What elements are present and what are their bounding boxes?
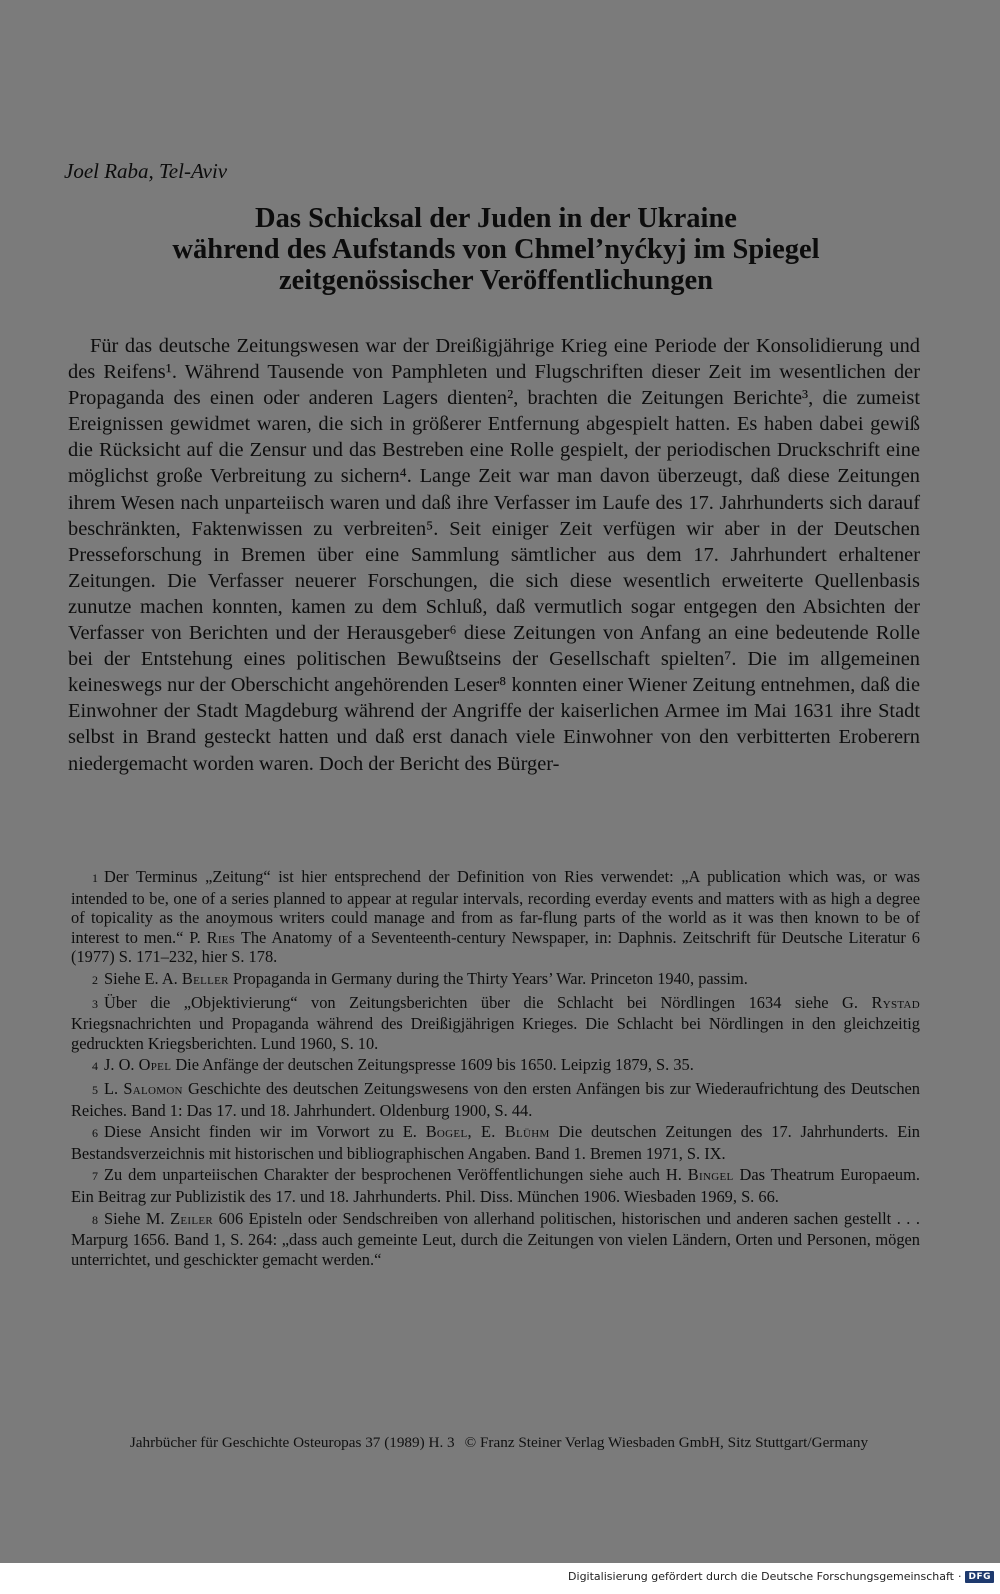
title-line: Das Schicksal der Juden in der Ukraine	[255, 203, 737, 234]
footnote-text: Der Terminus „Zeitung“ ist hier entsprechend der Definition von Ries verwendet: „A publication which was, or was intended to be, one of a series planned to appear at regular intervals, recording everday events and matters with as high a degree of topicality as the anoymous writers could manage and from as far-flung parts of the world as it was then known to be of interest to men.“ P.	[71, 867, 920, 947]
footnote-number: 7	[92, 1169, 98, 1184]
footnote-author: Salomon	[123, 1078, 183, 1098]
title-line: zeitgenössischer Veröffentlichungen	[278, 265, 714, 296]
footnote-author: Opel	[138, 1055, 172, 1075]
footnote-text: Diese Ansicht finden wir im Vorwort zu E.	[104, 1122, 417, 1142]
footnote	[71, 1055, 920, 1077]
footnote	[71, 1122, 920, 1163]
footnote-number: 1	[92, 871, 98, 885]
copyright-notice: © Franz Steiner Verlag Wiesbaden GmbH, Sitz Stuttgart/Germany	[464, 1434, 869, 1451]
footnote	[71, 1079, 920, 1120]
footnote-text: Über die „Objektivierung“ von Zeitungsberichten über die Schlacht bei Nördlingen 1634 siehe G.	[104, 992, 858, 1012]
digitization-bar: Digitalisierung gefördert durch die Deutsche Forschungsgemeinschaft · DFG	[568, 1570, 994, 1583]
footnote-text: J. O.	[104, 1055, 135, 1075]
journal-footer	[64, 1434, 934, 1452]
footnote-text: Kriegsnachrichten und Propaganda während des Dreißigjährigen Krieges. Die Schlacht bei Nördlingen in den gleichzeitig gedruckten Kriegsberichten. Lund 1960, S. 10.	[71, 1014, 920, 1053]
body-text	[68, 333, 920, 777]
article-title	[64, 203, 928, 296]
footnote-text: 606 Episteln oder Sendschreiben von allerhand politischen, historischen und anderen sachen gestellt . . . Marpurg 1656. Band 1, S. 264: „dass auch gemeinte Leut, durch die Zeitungen von vielen Ländern, Orten und Personen, mögen unterrichtet, und geschickter gemacht werden.“	[71, 1208, 920, 1269]
footnote	[71, 1165, 920, 1206]
footnote-text: Siehe M.	[104, 1208, 165, 1228]
footnote-number: 3	[92, 996, 98, 1011]
footnote-text: Propaganda in Germany during the Thirty Years’ War. Princeton 1940, passim.	[232, 968, 748, 988]
footnote-text: Siehe E. A.	[104, 968, 178, 988]
author-line: Joel Raba, Tel-Aviv	[64, 159, 228, 183]
footnote-number: 2	[92, 972, 98, 987]
body-paragraph: Für das deutsche Zeitungswesen war der Dreißigjährige Krieg eine Periode der Konsolidierung und des Reifens¹. Während Tausende von Pamphleten und Flugschriften dieser Zeit im wesentlichen der Propaganda des einen oder anderen Lagers dienten², brachten die Zeitungen Berichte³, die zumeist Ereignissen gewidmet waren, die sich in größerer Entfernung abgespielt hatten. Es haben dabei gewiß die Rücksicht auf die Zensur und das Bestreben eine Rolle gespielt, der periodischen Druckschrift eine möglichst große Verbreitung zu sichern⁴. Lange Zeit war man davon überzeugt, daß diese Zeitungen ihrem Wesen nach unparteiisch waren und daß ihre Verfasser im Laufe des 17. Jahrhunderts sich darauf beschränkten, Faktenwissen zu verbreiten⁵. Seit einiger Zeit verfügen wir aber in der Deutschen Presseforschung in Bremen über eine Sammlung sämtlicher aus dem 17. Jahrhundert erhaltener Zeitungen. Die Verfasser neuerer Forschungen, die sich diese wesentlich erweiterte Quellenbasis zunutze machen konnten, kamen zu dem Schluß, daß vermutlich sogar entgegen den Absichten der Verfasser von Berichten und der Herausgeber⁶ diese Zeitungen von Anfang an eine bedeutende Rolle bei der Entstehung eines politischen Bewußtseins der Gesellschaft spielten⁷. Die im allgemeinen keineswegs nur der Oberschicht angehörenden Leser⁸ konnten einer Wiener Zeitung entnehmen, daß die Einwohner der Stadt Magdeburg während der Angriffe der kaiserlichen Armee im Mai 1631 ihre Stadt selbst in Brand gesteckt hatten und daß erst danach viele Einwohner von den verbitterten Eroberern niedergemacht worden waren. Doch der Bericht des Bürger-	[68, 335, 920, 775]
footnote-author: Bingel	[687, 1165, 734, 1185]
footnote-author: Ries	[206, 927, 236, 947]
title-line: während des Aufstands von Chmel’nyćkyj im Spiegel	[172, 234, 820, 265]
digitization-note: Digitalisierung gefördert durch die Deutsche Forschungsgemeinschaft	[568, 1570, 954, 1583]
footnote-number: 4	[92, 1059, 98, 1074]
footnote-number: 5	[92, 1082, 98, 1097]
footnote-number: 6	[92, 1126, 98, 1141]
footnote-text: L.	[104, 1078, 119, 1098]
footnote-author: Zeiler	[170, 1208, 214, 1228]
dfg-logo-icon: DFG	[965, 1571, 994, 1583]
journal-citation: Jahrbücher für Geschichte Osteuropas 37 (1989) H. 3	[129, 1434, 455, 1451]
footnote-number: 8	[92, 1212, 98, 1227]
footnote	[71, 969, 920, 991]
footnote	[71, 993, 920, 1054]
footnote-text: Geschichte des deutschen Zeitungswesens von den ersten Anfängen bis zur Wiederaufrichtung des Deutschen Reiches. Band 1: Das 17. und 18. Jahrhundert. Oldenburg 1900, S. 44.	[71, 1078, 921, 1120]
footnote-text: Die deutschen Zeitungen des 17. Jahrhunderts. Ein Bestandsverzeichnis mit historischen und bibliographischen Angaben. Band 1. Bremen 1971, S. IX.	[71, 1122, 920, 1163]
footnote-text: Die Anfänge der deutschen Zeitungspresse 1609 bis 1650. Leipzig 1879, S. 35.	[175, 1055, 694, 1075]
footnote	[71, 1209, 920, 1270]
footnote-text: Das Theatrum Europaeum. Ein Beitrag zur Publizistik des 17. und 18. Jahrhunderts. Phil. Diss. München 1906. Wiesbaden 1969, S. 66.	[71, 1165, 920, 1206]
footnote-author: Bogel, E. Blühm	[425, 1122, 550, 1142]
footnote-text: Zu dem unparteiischen Charakter der besprochenen Veröffentlichungen siehe auch H.	[104, 1165, 682, 1185]
footnote	[71, 867, 920, 967]
footnotes	[71, 867, 920, 1271]
footnote-author: Rystad	[871, 992, 920, 1012]
footnote-author: Beller	[181, 968, 229, 988]
footnote-text: The Anatomy of a Seventeenth-century Newspaper, in: Daphnis. Zeitschrift für Deutsche Literatur 6 (1977) S. 171–232, hier S. 178.	[71, 927, 920, 967]
